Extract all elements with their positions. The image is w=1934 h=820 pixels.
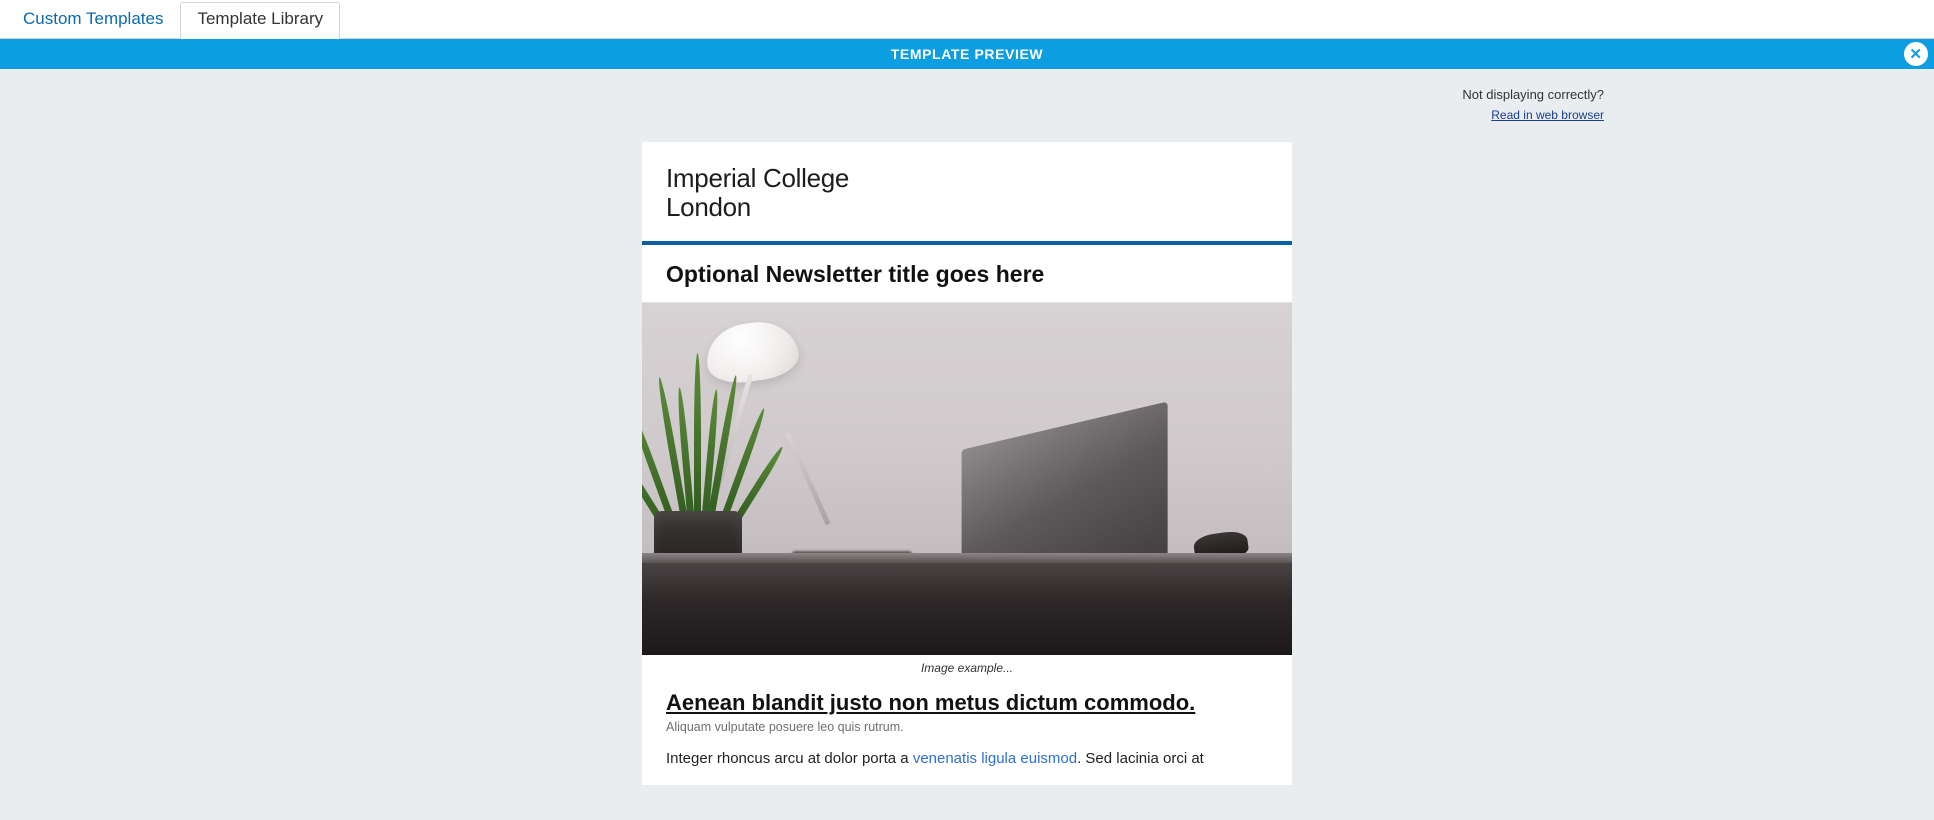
article-body [666, 748, 1268, 771]
article-body-link[interactable]: venenatis ligula euismod [912, 750, 1078, 767]
close-icon[interactable] [1904, 42, 1928, 66]
close-icon-glyph: ✕ [1909, 45, 1923, 63]
article-body-after: . Sed lacinia orci at [1077, 750, 1204, 767]
article-block [642, 689, 1292, 785]
desk-surface [642, 563, 1292, 655]
imperial-college-logo [666, 164, 1268, 222]
email-preview-canvas [0, 69, 1934, 820]
newsletter-title: Optional Newsletter title goes here [642, 245, 1292, 303]
article-subheading: Aliquam vulputate posuere leo quis rutrum. [666, 720, 904, 734]
not-displaying-text: Not displaying correctly? [1462, 87, 1604, 102]
template-preview-banner [0, 39, 1934, 69]
tab-custom-templates[interactable] [6, 2, 180, 38]
read-in-web-browser-link[interactable]: Read in web browser [1491, 108, 1604, 123]
image-caption: Image example... [920, 660, 1014, 675]
hero-image [642, 303, 1292, 655]
tab-template-library-label: Template Library [197, 8, 324, 28]
article-body-before: Integer rhoncus arcu at dolor porta a [666, 750, 913, 767]
email-header [642, 142, 1292, 244]
desk-edge [642, 553, 1292, 563]
logo-line-2: London [666, 192, 751, 223]
plant-foliage [644, 350, 752, 525]
logo-line-1: Imperial College [666, 163, 850, 194]
template-preview-title: TEMPLATE PREVIEW [890, 46, 1044, 62]
article-heading: Aenean blandit justo non metus dictum commodo. [666, 689, 1196, 715]
not-displaying-block [310, 69, 1624, 125]
tab-template-library[interactable] [180, 2, 340, 39]
email-body [642, 142, 1292, 784]
tab-custom-templates-label: Custom Templates [23, 8, 164, 28]
template-tab-bar [0, 0, 1934, 39]
